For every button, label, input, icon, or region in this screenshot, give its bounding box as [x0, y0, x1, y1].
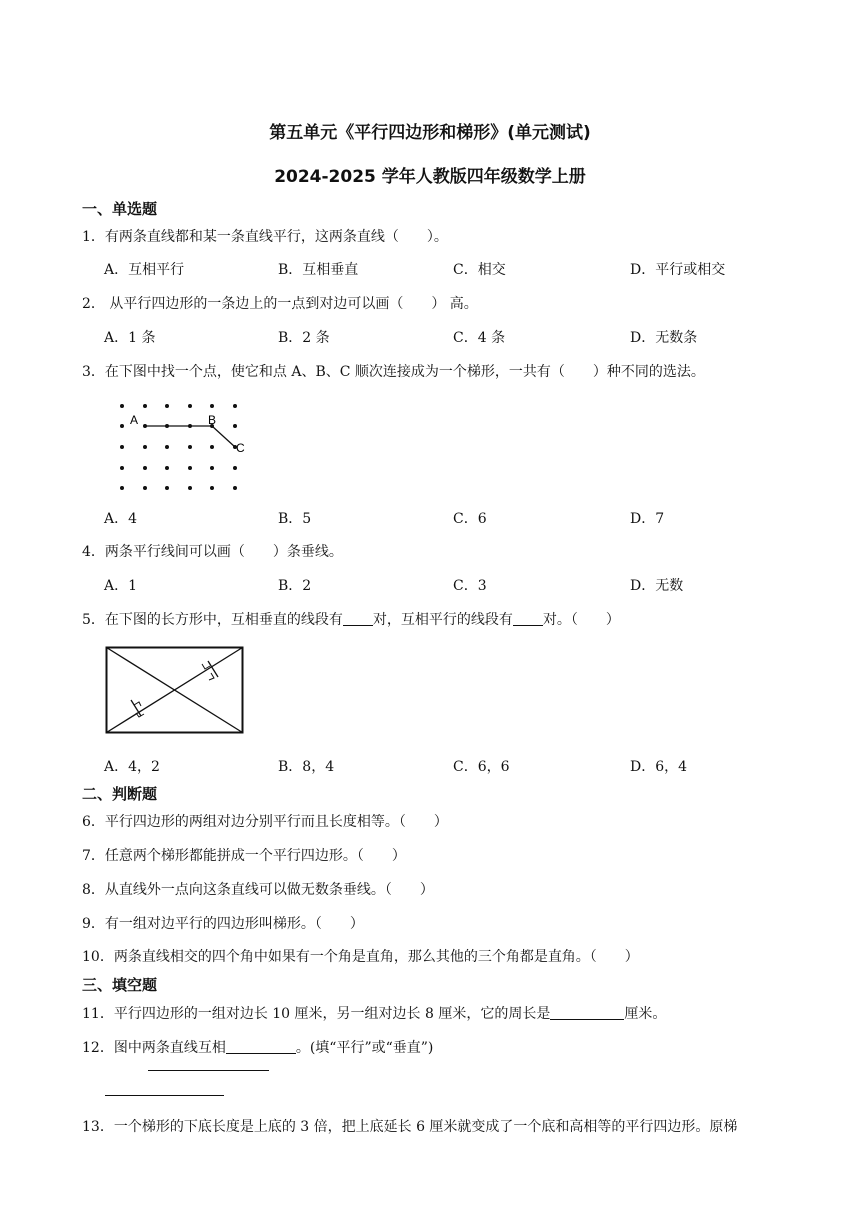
q3-option-a: A．4 [104, 511, 138, 527]
question-5 [82, 609, 620, 629]
label-a: A [130, 413, 139, 427]
question-6: 6．平行四边形的两组对边分别平行而且长度相等。（ ） [82, 814, 448, 830]
q1-option-b: B．互相垂直 [278, 262, 359, 278]
question-7: 7．任意两个梯形都能拼成一个平行四边形。（ ） [82, 848, 406, 864]
question-8: 8．从直线外一点向这条直线可以做无数条垂线。（ ） [82, 882, 434, 898]
q2-option-a: A．1 条 [104, 330, 156, 346]
question-2: 2． 从平行四边形的一条边上的一点到对边可以画（ ） 高。 [82, 296, 478, 312]
section-heading-single-choice: 一、单选题 [82, 200, 158, 218]
question-9: 9．有一组对边平行的四边形叫梯形。（ ） [82, 916, 364, 932]
q5-option-c: C．6，6 [453, 759, 510, 775]
q5-option-a: A．4，2 [104, 759, 160, 775]
question-4: 4．两条平行线间可以画（ ）条垂线。 [82, 544, 343, 560]
q3-option-c: C．6 [453, 511, 487, 527]
section-heading-fill-in: 三、填空题 [82, 976, 158, 994]
worksheet-subtitle: 2024-2025 学年人教版四年级数学上册 [274, 167, 586, 187]
rectangle-figure [104, 645, 246, 737]
q5-option-d: D．6，4 [630, 759, 688, 775]
q12-text-part-1: 12．图中两条直线互相 [82, 1040, 226, 1056]
question-11 [82, 1003, 666, 1023]
q1-option-d: D．平行或相交 [630, 262, 726, 278]
q2-option-d: D．无数条 [630, 330, 698, 346]
label-c: C [236, 441, 245, 455]
dot-grid-figure [112, 398, 247, 496]
q3-option-d: D．7 [630, 511, 665, 527]
q5-blank-parallel [513, 611, 543, 626]
q1-option-a: A．互相平行 [104, 262, 185, 278]
q12-blank [226, 1039, 296, 1054]
q11-text-part-1: 11．平行四边形的一组对边长 10 厘米，另一组对边长 8 厘米，它的周长是 [82, 1006, 551, 1022]
question-13: 13．一个梯形的下底长度是上底的 3 倍，把上底延长 6 厘米就变成了一个底和高相等的平行四边形。原梯 [82, 1119, 738, 1135]
q1-option-c: C．相交 [453, 262, 506, 278]
q4-option-d: D．无数 [630, 578, 684, 594]
worksheet-title: 第五单元《平行四边形和梯形》(单元测试) [269, 123, 591, 143]
q2-option-c: C．4 条 [453, 330, 506, 346]
q2-option-b: B．2 条 [278, 330, 330, 346]
q11-text-part-2: 厘米。 [624, 1006, 667, 1022]
question-12 [82, 1037, 433, 1057]
q5-text-part-2: 对，互相平行的线段有 [372, 612, 513, 628]
q4-option-a: A．1 [104, 578, 138, 594]
q11-blank [550, 1005, 624, 1020]
segment-abc [145, 426, 235, 447]
q5-option-b: B．8，4 [278, 759, 335, 775]
q5-blank-perpendicular [343, 611, 373, 626]
q12-line-lower [105, 1095, 224, 1096]
q5-text-part-3: 对。（ ） [542, 612, 620, 628]
q3-option-b: B．5 [278, 511, 312, 527]
q5-text-part-1: 5．在下图的长方形中，互相垂直的线段有 [82, 612, 343, 628]
q4-option-c: C．3 [453, 578, 487, 594]
label-b: B [208, 413, 217, 427]
q12-text-part-2: 。(填“平行”或“垂直”) [295, 1040, 434, 1056]
section-heading-true-false: 二、判断题 [82, 785, 158, 803]
question-1: 1．有两条直线都和某一条直线平行，这两条直线（ ）。 [82, 229, 448, 245]
q12-line-upper [148, 1070, 269, 1071]
question-10: 10．两条直线相交的四个角中如果有一个角是直角，那么其他的三个角都是直角。（ ） [82, 949, 639, 965]
q4-option-b: B．2 [278, 578, 312, 594]
question-3: 3．在下图中找一个点，使它和点 A、B、C 顺次连接成为一个梯形，一共有（ ）种不同的选法。 [82, 364, 705, 380]
